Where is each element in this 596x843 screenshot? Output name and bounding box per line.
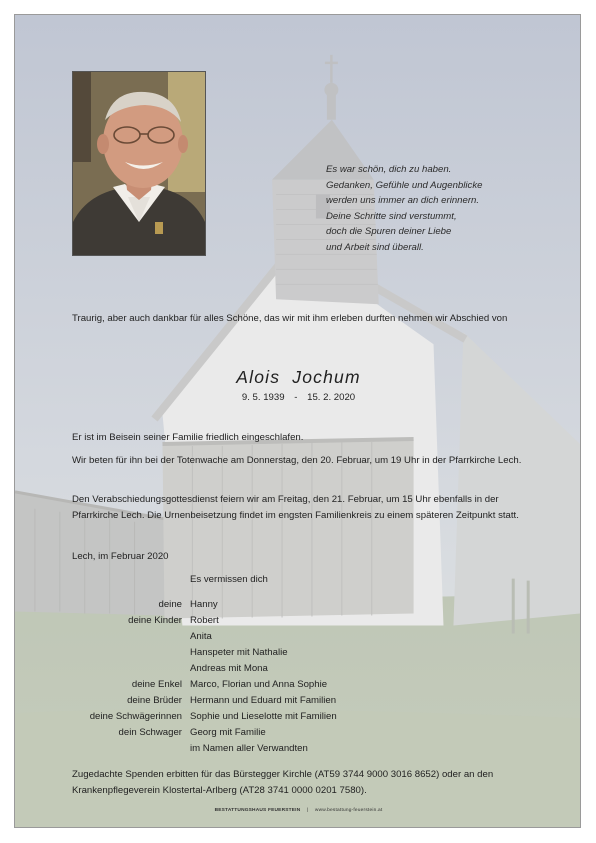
mourner-row — [72, 677, 337, 693]
poem-line: Deine Schritte sind verstummt, — [326, 210, 457, 222]
mourners-heading: Es vermissen dich — [190, 574, 268, 585]
portrait-photo — [72, 71, 206, 256]
mourner-names: Robert — [190, 615, 219, 626]
poem-line: und Arbeit sind überall. — [326, 241, 424, 253]
mourner-relation: deine Brüder — [127, 695, 182, 706]
mourner-relation: deine Enkel — [131, 679, 182, 690]
life-dates — [15, 392, 581, 403]
mourner-row — [72, 709, 337, 725]
death-date: 15. 2. 2020 — [307, 392, 356, 403]
poem-line: Es war schön, dich zu haben. — [326, 164, 452, 175]
mourner-relation — [72, 629, 190, 645]
birth-date: 9. 5. 1939 — [241, 392, 285, 403]
mourner-row — [72, 613, 337, 629]
mourner-names: Georg mit Familie — [190, 727, 266, 738]
mourner-row — [72, 725, 337, 741]
mourners-list — [72, 597, 337, 757]
mourner-row — [72, 741, 337, 757]
donation-note: Zugedachte Spenden erbitten für das Bürstegger Kirchle (AT59 3744 9000 3016 8652) oder an den Krankenpflegeverein Klostertal-Arlberg (AT28 3741 0000 0201 7580). — [72, 769, 494, 796]
obituary-card — [14, 14, 581, 828]
funeral-home-name: BESTATTUNGSHAUS FEUERSTEIN — [214, 808, 301, 813]
mourner-relation: deine — [158, 599, 182, 610]
place-date-line: Lech, im Februar 2020 — [72, 551, 169, 562]
mourner-relation: dein Schwager — [118, 727, 182, 738]
mourner-row — [72, 629, 337, 645]
mourner-names: Hermann und Eduard mit Familien — [190, 695, 337, 706]
mourner-relation — [72, 645, 190, 661]
deceased-name: Alois Jochum — [236, 367, 361, 387]
funeral-home-website[interactable]: www.bestattung-feuerstein.at — [314, 808, 383, 813]
mourner-relation — [72, 741, 190, 757]
paragraph-funeral: Den Verabschiedungsgottesdienst feiern wir am Freitag, den 21. Februar, um 15 Uhr ebenfalls in der Pfarrkirche Lech. Die Urnenbeisetzung findet im engsten Familienkreis zu einem späteren Zeitpunkt statt. — [72, 494, 519, 521]
mourner-row — [72, 693, 337, 709]
mourner-relation: deine Kinder — [128, 615, 182, 626]
mourner-names: Anita — [190, 631, 212, 642]
mourner-names: Marco, Florian und Anna Sophie — [190, 679, 328, 690]
mourner-names: im Namen aller Verwandten — [190, 743, 308, 754]
footer — [15, 808, 581, 813]
mourner-relation — [72, 661, 190, 677]
paragraph-passed-away: Er ist im Beisein seiner Familie friedlich eingeschlafen. — [72, 432, 304, 443]
poem-line: doch die Spuren deiner Liebe — [326, 226, 452, 238]
poem-line: Gedanken, Gefühle und Augenblicke — [326, 179, 483, 191]
date-separator: - — [294, 392, 298, 403]
mourner-names: Sophie und Lieselotte mit Familien — [190, 711, 337, 722]
mourner-row — [72, 645, 337, 661]
mourner-row — [72, 661, 337, 677]
poem — [326, 162, 556, 256]
mourner-names: Andreas mit Mona — [190, 663, 268, 674]
intro-text: Traurig, aber auch dankbar für alles Schöne, das wir mit ihm erleben durften nehmen wir Abschied von — [72, 313, 508, 324]
poem-line: werden uns immer an dich erinnern. — [326, 195, 480, 207]
footer-separator: | — [306, 808, 309, 813]
mourner-names: Hanspeter mit Nathalie — [190, 647, 288, 658]
mourner-row — [72, 597, 337, 613]
mourner-relation: deine Schwägerinnen — [89, 711, 182, 722]
paragraph-wake: Wir beten für ihn bei der Totenwache am Donnerstag, den 20. Februar, um 19 Uhr in der Pfarrkirche Lech. — [72, 455, 522, 466]
mourner-names: Hanny — [190, 599, 218, 610]
